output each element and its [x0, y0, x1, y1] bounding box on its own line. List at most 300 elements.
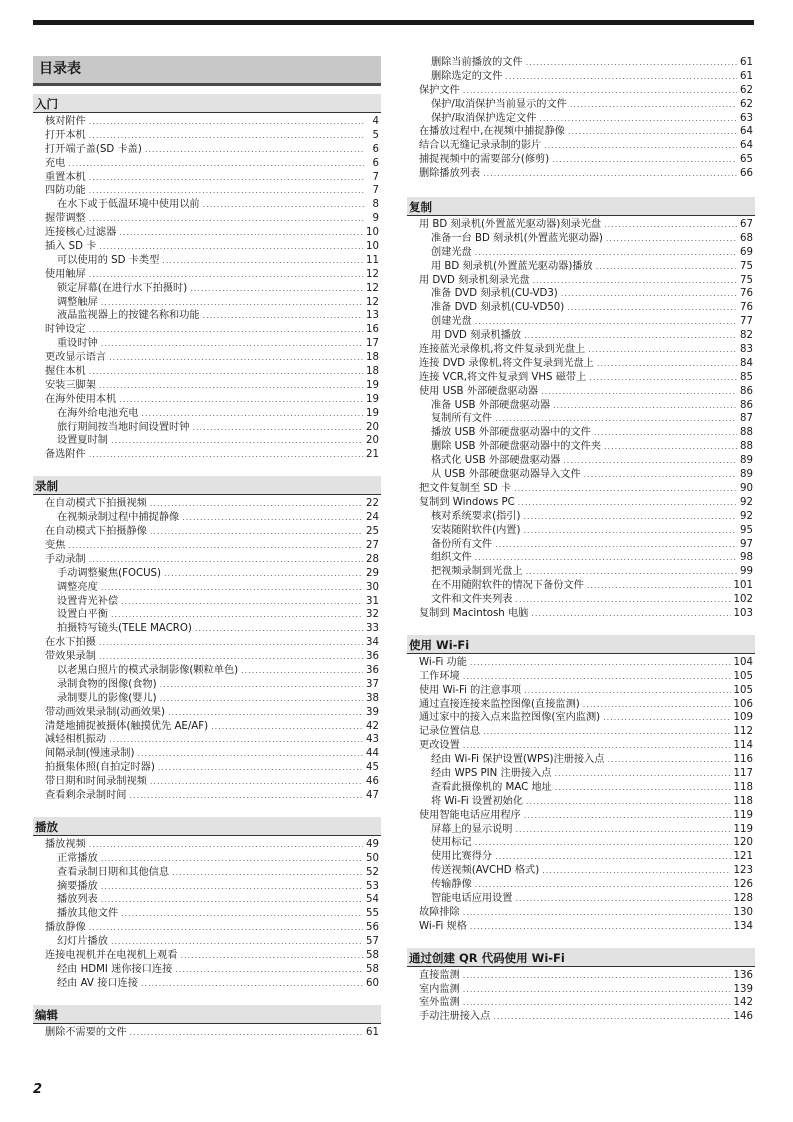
toc-entry[interactable]: [407, 246, 755, 260]
dot-leader: [195, 622, 363, 636]
toc-entry[interactable]: [407, 670, 755, 684]
toc-entry-page: 92: [740, 510, 753, 522]
toc-entry-page: 121: [733, 851, 753, 863]
toc-entry[interactable]: [33, 143, 381, 157]
toc-entry[interactable]: [33, 434, 381, 448]
top-rule: [33, 20, 754, 25]
toc-entry-title: 使用比赛得分: [431, 851, 493, 863]
dot-leader: [89, 129, 364, 143]
toc-entry[interactable]: [33, 789, 381, 803]
toc-entry[interactable]: [33, 921, 381, 935]
toc-entry-title: 文件和文件夹列表: [431, 594, 513, 606]
dot-leader: [101, 880, 363, 894]
dot-leader: [516, 593, 731, 607]
toc-entry[interactable]: [33, 525, 381, 539]
toc-entry[interactable]: [33, 581, 381, 595]
toc-entry[interactable]: [407, 232, 755, 246]
toc-entry-title: 删除 USB 外部硬盘驱动器中的文件夹: [431, 441, 602, 453]
toc-entry[interactable]: [407, 579, 755, 593]
toc-entry-page: 77: [740, 316, 753, 328]
toc-entry[interactable]: [33, 949, 381, 963]
toc-entry[interactable]: [407, 260, 755, 274]
dot-leader: [130, 789, 364, 803]
toc-entry[interactable]: [33, 838, 381, 852]
toc-section: [407, 948, 755, 1025]
dot-leader: [89, 921, 363, 935]
toc-entry-title: 带效果录制: [45, 651, 96, 663]
toc-entry-page: 146: [733, 1011, 753, 1023]
section-heading: 播放: [33, 817, 381, 836]
toc-entry[interactable]: [33, 977, 381, 991]
toc-entry-title: 安装随附软件(内置): [431, 524, 521, 536]
dot-leader: [175, 963, 363, 977]
toc-section: [33, 476, 381, 803]
toc-entry[interactable]: [407, 920, 755, 934]
toc-entry[interactable]: [33, 775, 381, 789]
toc-entry[interactable]: [407, 983, 755, 997]
toc-entry[interactable]: [407, 1010, 755, 1024]
toc-entry[interactable]: [33, 608, 381, 622]
toc-entry[interactable]: [407, 153, 755, 167]
dot-leader: [516, 823, 731, 837]
toc-entry[interactable]: [407, 969, 755, 983]
toc-entry[interactable]: [407, 836, 755, 850]
dot-leader: [463, 996, 731, 1010]
dot-leader: [584, 468, 737, 482]
dot-leader: [192, 421, 363, 435]
dot-leader: [89, 268, 363, 282]
toc-entry-title: 液晶监视器上的按键名称和功能: [57, 310, 200, 322]
dot-leader: [523, 510, 737, 524]
toc-entry-page: 103: [733, 607, 753, 619]
dot-leader: [524, 329, 737, 343]
toc-entry-page: 119: [733, 809, 753, 821]
dot-leader: [542, 864, 730, 878]
toc-entry-title: 用 DVD 刻录机刻录光盘: [419, 274, 530, 286]
toc-entry[interactable]: [33, 337, 381, 351]
dot-leader: [99, 379, 363, 393]
dot-leader: [563, 454, 737, 468]
dot-leader: [463, 739, 731, 753]
toc-entry[interactable]: [33, 622, 381, 636]
toc-entry-page: 61: [740, 70, 753, 82]
dot-leader: [190, 282, 363, 296]
toc-entry-title: 连接电视机并在电视机上观看: [45, 949, 178, 961]
toc-entry[interactable]: [407, 315, 755, 329]
toc-entry-title: 安装三脚架: [45, 379, 96, 391]
toc-entry[interactable]: [407, 753, 755, 767]
toc-entry-page: 22: [366, 498, 379, 510]
toc-entry-page: 84: [740, 357, 753, 369]
dot-leader: [524, 684, 730, 698]
dot-leader: [495, 538, 737, 552]
toc-entry[interactable]: [33, 595, 381, 609]
toc-entry[interactable]: [33, 664, 381, 678]
toc-entry[interactable]: [33, 511, 381, 525]
toc-entry-page: 75: [740, 260, 753, 272]
toc-entry[interactable]: [407, 399, 755, 413]
toc-entry-title: 传输静像: [431, 879, 472, 891]
toc-section: [33, 1005, 381, 1040]
toc-entry-page: 4: [372, 116, 379, 127]
toc-entry[interactable]: [407, 565, 755, 579]
toc-entry-title: 播放其他文件: [57, 908, 119, 920]
toc-entry-page: 30: [366, 581, 379, 593]
toc-entry-title: 插入 SD 卡: [45, 241, 97, 253]
toc-entry-title: 复制到 Macintosh 电脑: [419, 607, 529, 619]
toc-entry[interactable]: [407, 274, 755, 288]
toc-entry[interactable]: [407, 218, 755, 232]
toc-entry[interactable]: [407, 112, 755, 126]
toc-entry-page: 31: [366, 595, 379, 607]
dot-leader: [101, 296, 363, 310]
toc-entry-page: 19: [366, 407, 379, 419]
toc-entry[interactable]: [33, 963, 381, 977]
toc-entry[interactable]: [33, 880, 381, 894]
dot-leader: [463, 983, 731, 997]
dot-leader: [89, 323, 363, 337]
toc-entry-title: 把文件复制至 SD 卡: [419, 482, 512, 494]
toc-entry-page: 67: [740, 219, 753, 231]
dot-leader: [475, 551, 737, 565]
toc-entry-title: 连接核心过滤器: [45, 227, 117, 239]
toc-entry-title: 重设时钟: [57, 338, 98, 350]
toc-entry[interactable]: [407, 725, 755, 739]
toc-entry[interactable]: [33, 254, 381, 268]
toc-entry-title: 设置白平衡: [57, 609, 108, 621]
toc-section: [33, 817, 381, 991]
toc-entry[interactable]: [33, 448, 381, 462]
toc-entry-page: 58: [366, 949, 379, 961]
toc-entry[interactable]: [407, 850, 755, 864]
dot-leader: [597, 357, 737, 371]
toc-entry-page: 47: [366, 789, 379, 801]
dot-leader: [142, 407, 364, 421]
toc-entry-page: 86: [740, 385, 753, 397]
dot-leader: [514, 482, 737, 496]
toc-entry-page: 65: [740, 154, 753, 166]
toc-entry[interactable]: [407, 167, 755, 181]
toc-entry[interactable]: [33, 282, 381, 296]
toc-entry-title: 以老黑白照片的模式录制影像(颗粒单色): [57, 664, 239, 676]
toc-entry[interactable]: [407, 482, 755, 496]
toc-entry-page: 130: [733, 906, 753, 918]
page-number: 2: [33, 1082, 43, 1097]
toc-entry[interactable]: [33, 935, 381, 949]
toc-entry-page: 11: [366, 254, 379, 266]
dot-leader: [518, 496, 737, 510]
dot-leader: [555, 781, 731, 795]
toc-entry[interactable]: [407, 551, 755, 565]
toc-entry-title: 准备一台 BD 刻录机(外置蓝光驱动器): [431, 232, 603, 244]
dot-leader: [168, 706, 363, 720]
toc-entry-page: 38: [366, 692, 379, 704]
toc-entry-page: 29: [366, 567, 379, 579]
toc-entry-page: 32: [366, 609, 379, 621]
toc-entry[interactable]: [407, 739, 755, 753]
toc-entry-title: 室内监测: [419, 983, 460, 995]
dot-leader: [532, 274, 737, 288]
toc-entry[interactable]: [33, 240, 381, 254]
toc-entry[interactable]: [407, 385, 755, 399]
toc-entry[interactable]: [407, 56, 755, 70]
toc-entry[interactable]: [33, 129, 381, 143]
toc-entry-title: 创建光盘: [431, 246, 472, 258]
toc-entry[interactable]: [407, 440, 755, 454]
dot-leader: [150, 497, 363, 511]
toc-entry[interactable]: [33, 421, 381, 435]
toc-entry[interactable]: [407, 371, 755, 385]
toc-entry[interactable]: [407, 412, 755, 426]
toc-entry[interactable]: [407, 593, 755, 607]
toc-entry[interactable]: [33, 720, 381, 734]
toc-entry-page: 57: [366, 936, 379, 948]
toc-entry[interactable]: [407, 795, 755, 809]
dot-leader: [483, 167, 737, 181]
toc-entry[interactable]: [407, 996, 755, 1010]
dot-leader: [470, 656, 731, 670]
toc-entry-page: 33: [366, 623, 379, 635]
toc-entry[interactable]: [407, 301, 755, 315]
toc-entry[interactable]: [407, 809, 755, 823]
toc-entry[interactable]: [33, 893, 381, 907]
dot-leader: [89, 365, 363, 379]
toc-entry[interactable]: [33, 115, 381, 129]
toc-entry-title: 打开端子盖(SD 卡盖): [45, 143, 142, 155]
dot-leader: [119, 393, 363, 407]
toc-entry[interactable]: [33, 296, 381, 310]
toc-entry-page: 128: [733, 892, 753, 904]
toc-entry[interactable]: [33, 497, 381, 511]
dot-leader: [553, 399, 737, 413]
right-column: [407, 56, 755, 1024]
toc-entry[interactable]: [407, 454, 755, 468]
right-sections: [407, 197, 755, 1024]
toc-entry-page: 21: [366, 449, 379, 461]
toc-entry-title: 把视频录制到光盘上: [431, 566, 523, 578]
toc-entry[interactable]: [33, 852, 381, 866]
toc-entry[interactable]: [407, 864, 755, 878]
toc-entry[interactable]: [33, 866, 381, 880]
toc-entry[interactable]: [33, 636, 381, 650]
toc-entry-page: 88: [740, 427, 753, 439]
toc-section: [407, 635, 755, 934]
toc-entry[interactable]: [33, 268, 381, 282]
toc-entry[interactable]: [33, 226, 381, 240]
dot-leader: [554, 767, 730, 781]
toc-entry-page: 55: [366, 908, 379, 920]
toc-entry-title: 保护/取消保护选定文件: [431, 112, 537, 124]
toc-entry[interactable]: [407, 656, 755, 670]
toc-entry-page: 56: [366, 922, 379, 934]
toc-entry-page: 85: [740, 371, 753, 383]
toc-entry[interactable]: [407, 711, 755, 725]
toc-entry-title: 备选附件: [45, 449, 86, 461]
toc-entry[interactable]: [33, 309, 381, 323]
dot-leader: [561, 287, 737, 301]
toc-entry-title: 间隔录制(慢速录制): [45, 748, 135, 760]
toc-entry[interactable]: [407, 684, 755, 698]
toc-entry[interactable]: [407, 823, 755, 837]
toc-entry[interactable]: [33, 379, 381, 393]
toc-entry-title: 结合以无缝记录录制的影片: [419, 140, 542, 152]
toc-entry[interactable]: [407, 538, 755, 552]
toc-entry[interactable]: [33, 706, 381, 720]
toc-entry-title: 用 BD 刻录机(外置蓝光驱动器)播放: [431, 260, 593, 272]
dot-leader: [552, 153, 737, 167]
toc-entry-page: 6: [372, 157, 379, 169]
toc-entry[interactable]: [33, 678, 381, 692]
dot-leader: [203, 198, 364, 212]
dot-leader: [130, 1026, 364, 1040]
toc-entry[interactable]: [407, 878, 755, 892]
toc-entry-page: 10: [366, 241, 379, 253]
dot-leader: [182, 511, 363, 525]
toc-entry-page: 5: [372, 129, 379, 141]
toc-entry[interactable]: [33, 1026, 381, 1040]
toc-entry-page: 126: [733, 879, 753, 891]
toc-entry-page: 123: [733, 865, 753, 877]
toc-entry-title: 保护/取消保护当前显示的文件: [431, 98, 567, 110]
toc-entry-page: 134: [733, 920, 753, 932]
toc-entry[interactable]: [407, 357, 755, 371]
toc-entry-page: 54: [366, 894, 379, 906]
dot-leader: [596, 260, 737, 274]
toc-entry-page: 39: [366, 706, 379, 718]
toc-entry[interactable]: [33, 212, 381, 226]
toc-entry[interactable]: [407, 698, 755, 712]
toc-entry[interactable]: [33, 761, 381, 775]
toc-entry[interactable]: [33, 407, 381, 421]
toc-entry[interactable]: [407, 524, 755, 538]
left-sections: [33, 94, 381, 1040]
toc-entry-page: 13: [366, 310, 379, 322]
toc-entry-title: 减轻相机振动: [45, 734, 107, 746]
dot-leader: [495, 412, 737, 426]
toc-entry-title: 录制食物的图像(食物): [57, 678, 157, 690]
toc-entry-page: 102: [733, 594, 753, 606]
dot-leader: [89, 838, 363, 852]
toc-entry-title: 准备 DVD 刻录机(CU-VD50): [431, 302, 565, 314]
toc-entry[interactable]: [33, 907, 381, 921]
dot-leader: [89, 184, 364, 198]
toc-entry[interactable]: [407, 767, 755, 781]
toc-entry[interactable]: [407, 125, 755, 139]
toc-entry[interactable]: [407, 468, 755, 482]
toc-entry-title: 连接 VCR,将文件复录到 VHS 磁带上: [419, 371, 587, 383]
toc-entry[interactable]: [407, 607, 755, 621]
toc-entry-page: 37: [366, 678, 379, 690]
dot-leader: [523, 524, 737, 538]
toc-entry[interactable]: [407, 510, 755, 524]
toc-entry[interactable]: [407, 287, 755, 301]
toc-entry[interactable]: [33, 692, 381, 706]
toc-entry[interactable]: [33, 365, 381, 379]
dot-leader: [475, 315, 737, 329]
toc-entry-page: 64: [740, 140, 753, 152]
dot-leader: [463, 906, 731, 920]
toc-entry[interactable]: [407, 426, 755, 440]
toc-entry-page: 83: [740, 344, 753, 356]
toc-entry-title: 清楚地捕捉被摄体(触摸优先 AE/AF): [45, 720, 209, 732]
toc-entry[interactable]: [33, 567, 381, 581]
toc-entry-title: 拍摄集体照(自拍定时器): [45, 762, 155, 774]
dot-leader: [583, 698, 731, 712]
dot-leader: [101, 852, 363, 866]
toc-entry[interactable]: [407, 781, 755, 795]
dot-leader: [544, 139, 737, 153]
toc-entry[interactable]: [33, 198, 381, 212]
toc-entry[interactable]: [33, 171, 381, 185]
toc-entry[interactable]: [33, 157, 381, 171]
toc-entry[interactable]: [33, 323, 381, 337]
dot-leader: [99, 240, 363, 254]
toc-entry[interactable]: [407, 906, 755, 920]
toc-entry[interactable]: [407, 329, 755, 343]
toc-entry-title: 充电: [45, 157, 66, 169]
dot-leader: [470, 920, 731, 934]
dot-leader: [89, 448, 363, 462]
toc-entry-title: 锁定屏幕(在进行水下拍摄时): [57, 282, 188, 294]
toc-entry[interactable]: [33, 351, 381, 365]
toc-entry-page: 20: [366, 435, 379, 447]
toc-entry-page: 89: [740, 455, 753, 467]
toc-entry-title: 在自动模式下拍摄静像: [45, 526, 147, 538]
toc-entry[interactable]: [33, 393, 381, 407]
toc-entry-page: 90: [740, 482, 753, 494]
toc-entry[interactable]: [407, 98, 755, 112]
toc-entry-title: 使用触屏: [45, 268, 86, 280]
toc-entry[interactable]: [407, 343, 755, 357]
dot-leader: [89, 171, 364, 185]
toc-entry[interactable]: [33, 553, 381, 567]
toc-entry-title: 可以使用的 SD 卡类型: [57, 254, 160, 266]
toc-entry-title: 正常播放: [57, 852, 98, 864]
toc-entry-title: 旅行期间按当地时间设置时钟: [57, 421, 190, 433]
toc-entry-title: 使用 USB 外部硬盘驱动器: [419, 385, 539, 397]
dot-leader: [68, 539, 363, 553]
toc-entry-title: 连接蓝光录像机,将文件复录到光盘上: [419, 344, 586, 356]
dot-leader: [101, 337, 363, 351]
toc-entry[interactable]: [33, 650, 381, 664]
dot-leader: [180, 949, 363, 963]
toc-entry-title: Wi-Fi 功能: [419, 656, 467, 668]
dot-leader: [606, 232, 737, 246]
toc-entry[interactable]: [407, 139, 755, 153]
dot-leader: [158, 761, 363, 775]
toc-entry[interactable]: [407, 496, 755, 510]
toc-entry[interactable]: [33, 733, 381, 747]
toc-entry[interactable]: [33, 184, 381, 198]
toc-entry[interactable]: [407, 892, 755, 906]
section-heading: 使用 Wi-Fi: [407, 635, 755, 654]
toc-entry-title: 在水下或于低温环境中使用以前: [57, 199, 200, 211]
toc-entry[interactable]: [33, 747, 381, 761]
toc-entry-title: 在播放过程中,在视频中捕捉静像: [419, 126, 565, 138]
toc-entry[interactable]: [407, 84, 755, 98]
toc-entry-page: 68: [740, 232, 753, 244]
dot-leader: [541, 385, 737, 399]
toc-entry[interactable]: [407, 70, 755, 84]
dot-leader: [99, 650, 363, 664]
toc-entry-page: 89: [740, 469, 753, 481]
toc-entry-page: 28: [366, 553, 379, 565]
toc-entry-title: 直接监测: [419, 969, 460, 981]
toc-entry-title: 调整触屏: [57, 296, 98, 308]
toc-entry[interactable]: [33, 539, 381, 553]
toc-entry-page: 24: [366, 512, 379, 524]
toc-entry-title: 准备 USB 外部硬盘驱动器: [431, 399, 551, 411]
